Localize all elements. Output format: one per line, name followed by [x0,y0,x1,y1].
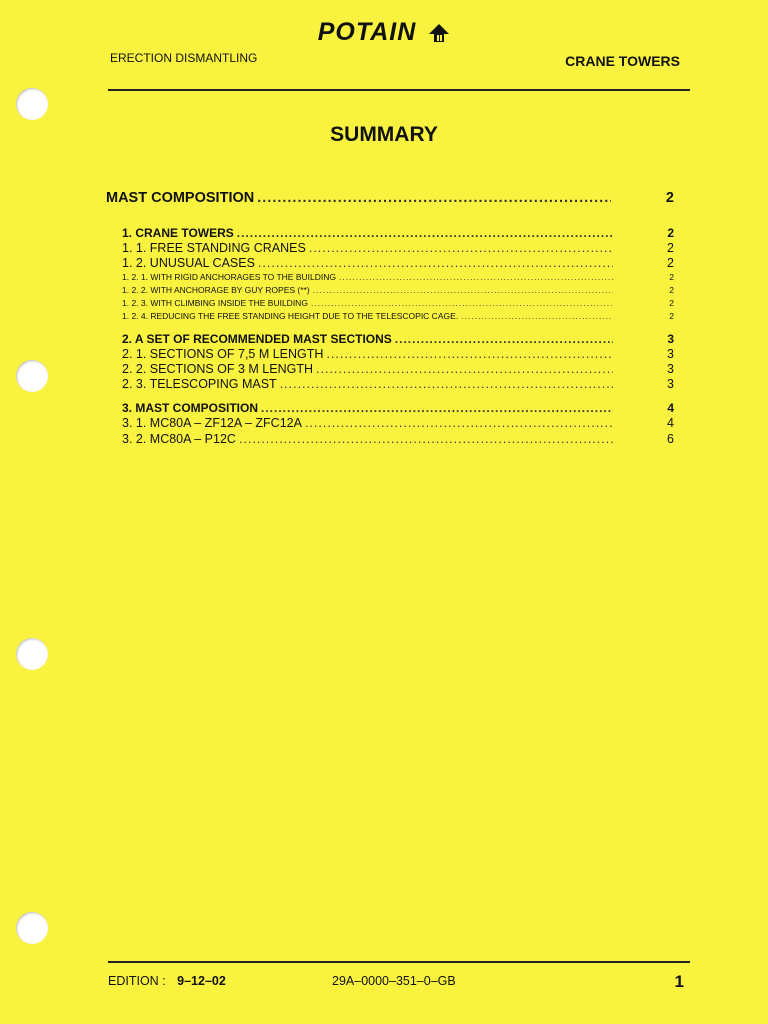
toc-entry-page: 3 [667,347,674,361]
toc-entry-label: 2. A SET OF RECOMMENDED MAST SECTIONS [122,332,392,346]
toc-entry-page: 2 [667,226,674,240]
page-number: 1 [674,972,684,991]
leader-dots [237,226,613,240]
edition-date: 9–12–02 [177,974,226,988]
potain-mark-icon [428,23,450,43]
punch-hole [16,360,48,392]
leader-dots [339,272,613,282]
toc-entry-page: 3 [667,362,674,376]
leader-dots [313,285,613,295]
toc-entry-page: 2 [665,190,674,206]
toc-entry-page: 2 [667,256,674,270]
leader-dots [280,377,613,391]
punch-hole [16,912,48,944]
toc-entry [122,285,674,295]
toc-entry [122,416,674,430]
leader-dots [309,241,613,255]
toc-entry [122,347,674,361]
punch-hole [16,88,48,120]
leader-dots [326,347,613,361]
toc-entry [122,272,674,282]
edition-label: EDITION : [108,974,166,988]
toc-entry-page: 3 [667,377,674,391]
document-code: 29A–0000–351–0–GB [332,974,456,988]
leader-dots [239,432,613,446]
toc-entry [122,241,674,255]
toc-entry [122,362,674,376]
toc-entry-page: 3 [667,332,674,346]
toc-entry-label: 1. 2. 4. REDUCING THE FREE STANDING HEIGHT DUE TO THE TELESCOPIC CAGE. [122,311,459,321]
header-chapter-label: CRANE TOWERS [565,53,680,69]
toc-entry [122,226,674,240]
toc-entry-label: 1. 1. FREE STANDING CRANES [122,241,306,255]
toc-entry-page: 4 [667,401,674,415]
leader-dots [311,298,613,308]
toc-entry-page: 4 [667,416,674,430]
footer-rule [108,961,690,963]
toc-entry-label: 2. 3. TELESCOPING MAST [122,377,277,391]
leader-dots [261,401,613,415]
toc-entry-page: 6 [667,432,674,446]
toc-entry-page: 2 [669,311,674,321]
toc-entry [122,332,674,346]
leader-dots [395,332,613,346]
toc-entry-page: 2 [669,285,674,295]
toc-entry-label: 1. 2. 3. WITH CLIMBING INSIDE THE BUILDING [122,298,308,308]
toc-entry-label: 1. CRANE TOWERS [122,226,234,240]
logo-text: POTAIN [317,18,417,46]
leader-dots [316,362,613,376]
toc-entry-page: 2 [669,272,674,282]
leader-dots [258,256,613,270]
toc-entry [122,298,674,308]
punch-hole [16,638,48,670]
toc-entry [122,432,674,446]
footer-edition [108,974,226,988]
toc-entry-label: 1. 2. UNUSUAL CASES [122,256,255,270]
leader-dots [257,190,611,206]
toc-entry-label: 3. MAST COMPOSITION [122,401,259,415]
toc-entry [122,256,674,270]
leader-dots [305,416,613,430]
toc-entry-label: 1. 2. 2. WITH ANCHORAGE BY GUY ROPES (**) [122,285,310,295]
potain-logo [0,18,768,47]
header-rule [108,89,690,91]
toc-entry-label: 2. 2. SECTIONS OF 3 M LENGTH [122,362,314,376]
toc-entry [122,401,674,415]
toc-entry [122,311,674,321]
toc-entry-page: 2 [669,298,674,308]
page-title: SUMMARY [330,123,438,146]
toc-entry-label: 3. 1. MC80A – ZF12A – ZFC12A [122,416,302,430]
header-section-label: ERECTION DISMANTLING [110,51,258,65]
toc-entry-page: 2 [667,241,674,255]
toc-main-entry [106,190,674,206]
toc-entry-label: MAST COMPOSITION [106,190,255,206]
leader-dots [461,311,613,321]
toc-entry-label: 2. 1. SECTIONS OF 7,5 M LENGTH [122,347,324,361]
toc-entry-label: 3. 2. MC80A – P12C [122,432,236,446]
toc-entry-label: 1. 2. 1. WITH RIGID ANCHORAGES TO THE BUILDING [122,272,336,282]
toc-entry [122,377,674,391]
